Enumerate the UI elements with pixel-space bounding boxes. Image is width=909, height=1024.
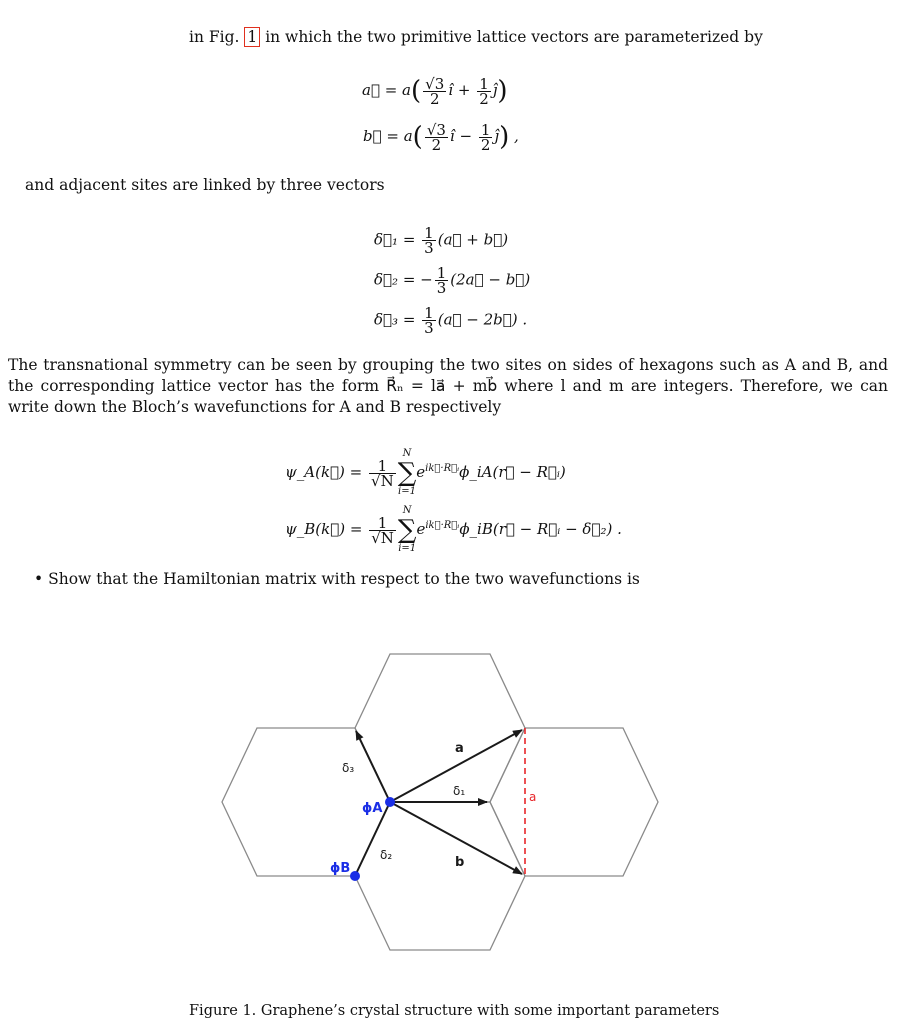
- summation-symbol: N ∑ i=1: [397, 448, 417, 497]
- label-delta1: δ₁: [453, 784, 466, 798]
- graphene-figure: [0, 630, 909, 1010]
- equation-psi-b: ψ_B(k⃗) = $\frac{1}{√N}$ N ∑ i=1 $e^{ik⃗\cdot R⃗ᵢ}\phi\_iB(r⃗$ − R⃗ᵢ − δ⃗₂) .: [285, 505, 622, 554]
- site-phi-b: [350, 871, 360, 881]
- bullet-dot-icon: •: [34, 570, 44, 588]
- figure-ref-link[interactable]: 1: [244, 27, 260, 47]
- equation-delta1: δ⃗₁ = $\frac{1}{3}$ (a⃗ + b⃗): [374, 224, 509, 257]
- hexagon-right: [490, 728, 658, 876]
- intro-line: [189, 27, 763, 48]
- label-a-red: a: [529, 790, 537, 804]
- bullet-text: Show that the Hamiltonian matrix with respect to the two wavefunctions is: [48, 570, 640, 588]
- equation-delta2: δ⃗₂ = − $\frac{1}{3}$ (2a⃗ − b⃗): [374, 264, 531, 297]
- bullet-item: [34, 570, 640, 588]
- equation-psi-a: ψ_A(k⃗) = $\frac{1}{√N}$ N ∑ i=1 $e^{ik⃗\cdot R⃗ᵢ}\phi\_iA(r⃗$ − R⃗ᵢ): [285, 448, 566, 497]
- label-b: b: [455, 855, 465, 870]
- label-a: a: [455, 741, 464, 756]
- label-delta3: δ₃: [342, 761, 355, 775]
- hexagon-top: [355, 654, 525, 802]
- label-delta2: δ₂: [380, 848, 393, 862]
- intro-prefix: in Fig.: [189, 28, 240, 46]
- symmetry-paragraph: The transnational symmetry can be seen by grouping the two sites on sides of hexagons such as A and B, and the corresponding lattice vector has the form R⃗ₙ = la⃗ + mb⃗ where l and m are integers. Therefore, we can write down the Bloch’s wavefunctions for A and B respectively: [8, 356, 888, 416]
- label-phi-a: ϕA: [362, 801, 383, 816]
- vector-delta3-arrow: [356, 731, 390, 802]
- summation-symbol: N ∑ i=1: [397, 505, 417, 554]
- equation-b-vector: b⃗ = a( $\frac{√3}{2}$ î − $\frac{1}{2}$ ĵ) ,: [363, 120, 519, 154]
- equation-a-vector: a⃗ = a( $\frac{√3}{2}$ î + $\frac{1}{2}$ ĵ): [362, 74, 508, 108]
- intro-suffix: in which the two primitive lattice vectors are parameterized by: [265, 28, 763, 46]
- adjacent-sites-text: and adjacent sites are linked by three vectors: [25, 176, 385, 194]
- site-phi-a: [385, 797, 395, 807]
- equation-delta3: δ⃗₃ = $\frac{1}{3}$ (a⃗ − 2b⃗) .: [374, 304, 528, 337]
- figure-caption: Figure 1. Graphene’s crystal structure with some important parameters: [189, 1003, 720, 1019]
- label-phi-b: ϕB: [330, 861, 351, 876]
